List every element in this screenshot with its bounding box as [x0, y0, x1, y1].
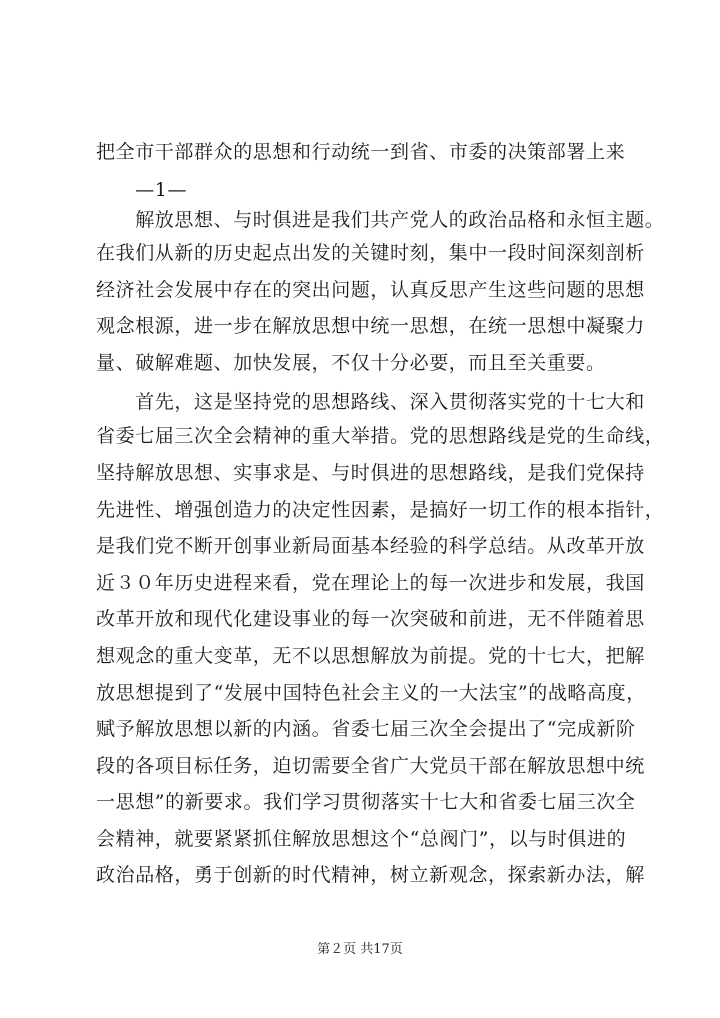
text-line: 观念根源，进一步在解放思想中统一思想，在统一思想中凝聚力: [96, 315, 645, 337]
text-line: 改革开放和现代化建设事业的每一次突破和前进，无不伴随着思: [96, 608, 645, 630]
text-line: 想观念的重大变革，无不以思想解放为前提。党的十七大，把解: [96, 645, 645, 667]
text-line: 近３０年历史进程来看，党在理论上的每一次进步和发展，我国: [96, 572, 645, 594]
text-line: 坚持解放思想、实事求是、与时俱进的思想路线，是我们党保持: [96, 462, 645, 484]
text-line: 解放思想、与时俱进是我们共产党人的政治品格和永恒主题。: [96, 209, 665, 231]
text-line: 经济社会发展中存在的突出问题，认真反思产生这些问题的思想: [96, 279, 645, 301]
page-number-marker: —1—: [96, 179, 188, 201]
text-line: 段的各项目标任务，迫切需要全省广大党员干部在解放思想中统: [96, 755, 645, 777]
text-line: 是我们党不断开创事业新局面基本经验的科学总结。从改革开放: [96, 535, 645, 557]
text-line: 先进性、增强创造力的决定性因素，是搞好一切工作的根本指针，: [96, 499, 665, 521]
text-line: 赋予解放思想以新的内涵。省委七届三次全会提出了“完成新阶: [96, 718, 636, 740]
text-line: 放思想提到了“发展中国特色社会主义的一大法宝”的战略高度，: [96, 682, 646, 704]
text-line: 在我们从新的历史起点出发的关键时刻，集中一段时间深刻剖析: [96, 242, 645, 264]
text-line: 省委七届三次全会精神的重大举措。党的思想路线是党的生命线，: [96, 425, 665, 447]
text-line: 一思想”的新要求。我们学习贯彻落实十七大和省委七届三次全: [96, 791, 636, 813]
text-line: 政治品格，勇于创新的时代精神，树立新观念，探索新办法，解: [96, 864, 645, 886]
text-line: 量、破解难题、加快发展，不仅十分必要，而且至关重要。: [96, 352, 606, 374]
text-line: 会精神，就要紧紧抓住解放思想这个“总阀门”，以与时俱进的: [96, 828, 627, 850]
text-line: 首先，这是坚持党的思想路线、深入贯彻落实党的十七大和: [96, 391, 645, 413]
text-line: 把全市干部群众的思想和行动统一到省、市委的决策部署上来: [96, 141, 626, 163]
page-footer: 第２页 共17页: [317, 942, 403, 957]
